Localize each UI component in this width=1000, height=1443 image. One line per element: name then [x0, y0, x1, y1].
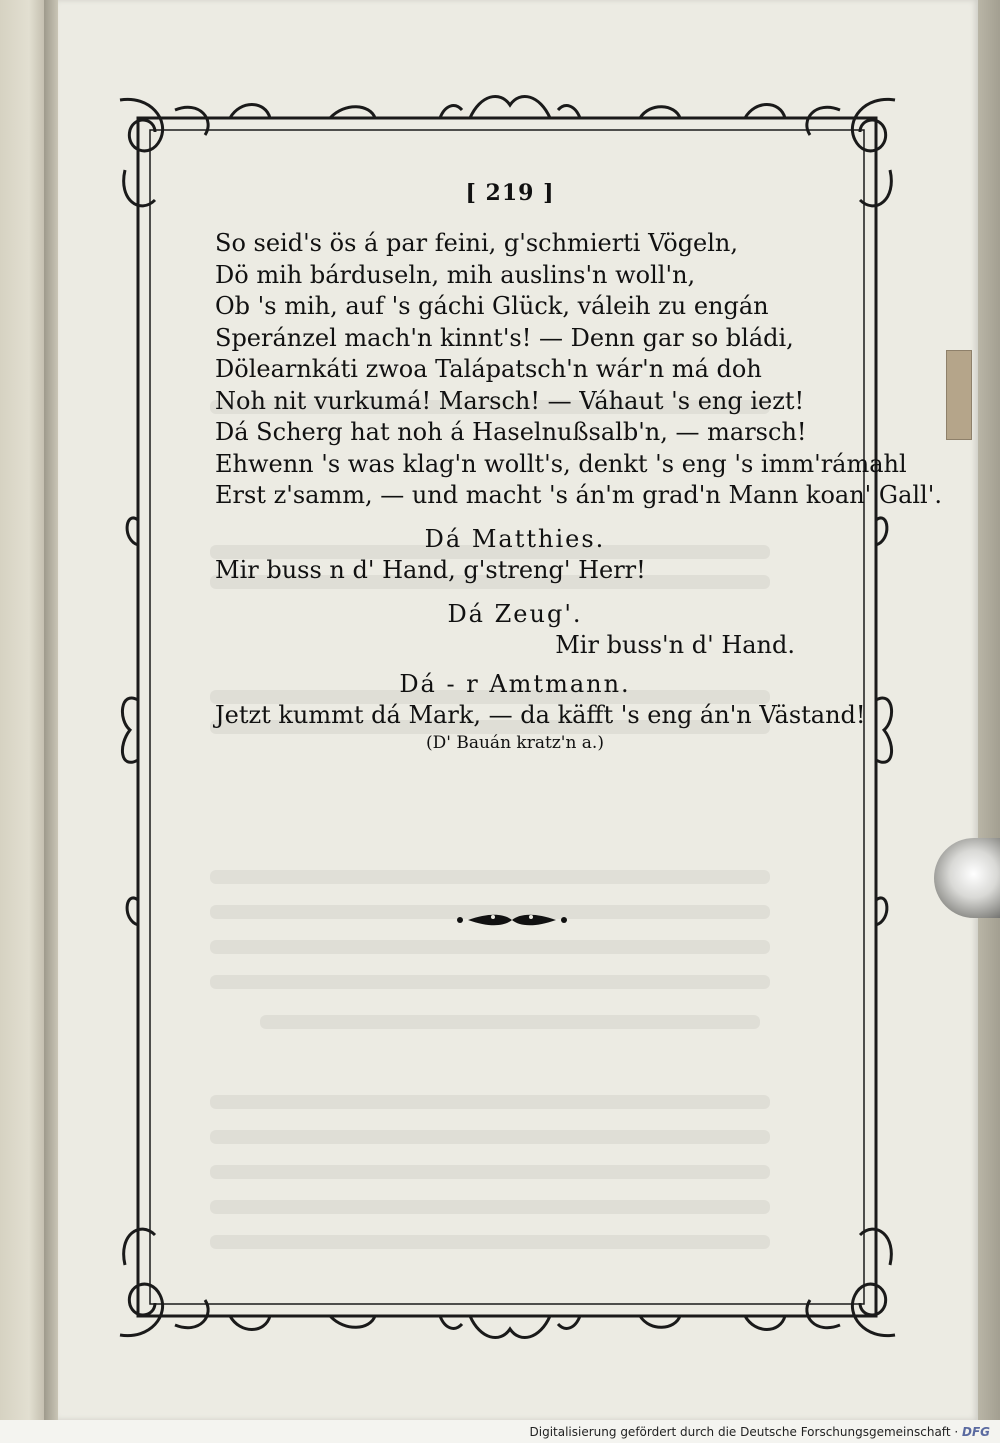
verse-line: Noh nit vurkumá! Marsch! — Váhaut 's eng iezt!	[215, 386, 805, 415]
line-zeug: Mir buss'n d' Hand.	[555, 631, 795, 659]
dfg-logo: DFG	[961, 1425, 990, 1439]
line-amtmann: Jetzt kummt dá Mark, — da käfft 's eng án'n Västand!	[215, 700, 866, 729]
digitization-credit	[530, 1425, 990, 1439]
credit-text: Digitalisierung gefördert durch die Deutsche Forschungsgemeinschaft ·	[529, 1425, 959, 1439]
verse-line: So seid's ös á par feini, g'schmierti Vögeln,	[215, 229, 739, 257]
line-matthies: Mir buss n d' Hand, g'streng' Herr!	[215, 555, 646, 584]
verse-line: Dá Scherg hat noh á Haselnußsalb'n, — marsch!	[215, 418, 807, 446]
stage-direction: (D' Bauán kratz'n a.)	[426, 733, 604, 753]
verse-line: Ob 's mih, auf 's gáchi Glück, váleih zu engán	[215, 292, 769, 320]
verse-line: Dölearnkáti zwoa Talápatsch'n wár'n má doh	[215, 355, 762, 383]
speaker-matthies: Dá Matthies.	[424, 524, 606, 553]
text-block	[215, 228, 942, 753]
verse-line: Erst z'samm, — und macht 's án'm grad'n Mann koan' Gall'.	[215, 481, 942, 509]
verse-line: Dö mih bárduseln, mih auslins'n woll'n,	[215, 260, 696, 289]
speaker-amtmann: Dá - r Amtmann.	[399, 669, 631, 698]
page-number: [ 219 ]	[465, 180, 555, 206]
verse-line: Ehwenn 's was klag'n wollt's, denkt 's eng 's imm'rámahl	[215, 449, 907, 478]
divider-ornament	[457, 915, 567, 926]
verse-line: Speránzel mach'n kinnt's! — Denn gar so bládi,	[215, 323, 794, 352]
speaker-zeug: Dá Zeug'.	[447, 600, 583, 628]
